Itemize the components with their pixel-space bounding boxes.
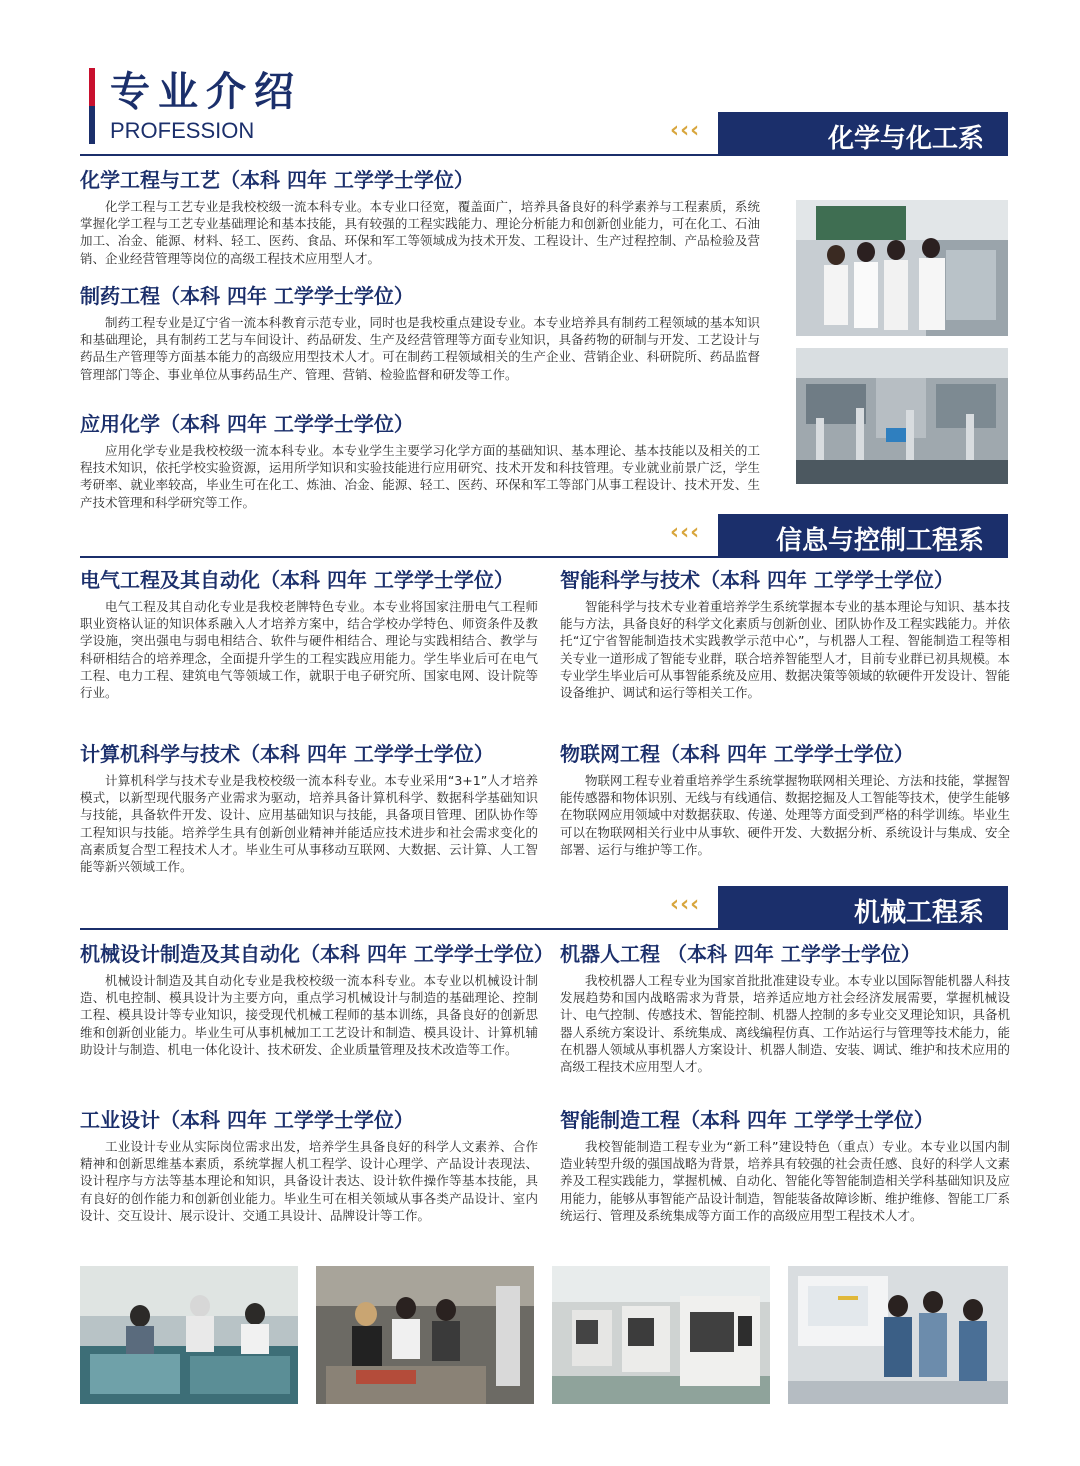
program-title: 电气工程及其自动化（本科 四年 工学学士学位） [80, 568, 514, 592]
program-title: 智能制造工程（本科 四年 工学学士学位） [560, 1108, 934, 1132]
program-description: 我校智能制造工程专业为“新工科”建设特色（重点）专业。本专业以国内制造业转型升级的强国战略为背景，培养具有较强的社会责任感、良好的科学人文素养及工程实践能力，掌握机械、自动化、智能化等智能制造相关学科基础知识及应用能力，能够从事智能产品设计制造，智能装备故障诊断、维护维修、智能工厂系统运行、管理及系统集成等方面工作的高级应用型工程技术人才。 [560, 1139, 1011, 1223]
program-title: 智能科学与技术（本科 四年 工学学士学位） [560, 568, 954, 592]
department-banner-mechanical [80, 886, 1008, 930]
program-description: 应用化学专业是我校校级一流本科专业。本专业学生主要学习化学方面的基础知识、基本理论、基本技能以及相关的工程技术知识，依托学校实验资源，运用所学知识和实验技能进行应用研究、技术开发和科技管理。专业就业前景广泛，学生考研率、就业率较高，毕业生可在化工、炼油、冶金、能源、轻工、医药、环保和军工等部门从事工程设计、技术开发、生产技术管理和科学研究等工作。 [80, 443, 760, 510]
lab-photo-equipment [796, 348, 1008, 484]
program-description: 工业设计专业从实际岗位需求出发，培养学生具备良好的科学人文素养、合作精神和创新思维基本素质，系统掌握人机工程学、设计心理学、产品设计表现法、设计程序与方法等基本理论和知识，具备设计表达、设计软件操作等基本技能，具有良好的创作能力和创新创业能力。毕业生可在相关领域从事各类产品设计、室内设计、交互设计、展示设计、交通工具设计、品牌设计等工作。 [80, 1139, 538, 1223]
program-title: 机器人工程 （本科 四年 工学学士学位） [560, 942, 921, 966]
program-description: 我校机器人工程专业为国家首批批准建设专业。本专业以国际智能机器人科技发展趋势和国内战略需求为背景，培养适应地方社会经济发展需要，掌握机械设计、电气控制、传感技术、智能控制、机器人控制的多专业交叉理论知识，具备机器人系统方案设计、系统集成、离线编程仿真、工作站运行与管理等技术能力，能在机器人领域从事机器人方案设计、机器人制造、安装、调试、维护和技术应用的高级工程技术应用型人才。 [560, 973, 1011, 1075]
divider-line [80, 154, 718, 156]
page-subtitle: PROFESSION [110, 118, 255, 143]
department-banner-chemistry [80, 112, 1008, 156]
photo-cnc-workshop [552, 1266, 770, 1404]
program-industrial-design [80, 1106, 538, 1224]
program-computer-science [80, 740, 538, 875]
department-name: 机械工程系 [853, 898, 984, 928]
program-title: 工业设计（本科 四年 工学学士学位） [80, 1108, 414, 1132]
program-title: 计算机科学与技术（本科 四年 工学学士学位） [80, 742, 494, 766]
chevron-left-icon: ‹‹‹ [670, 118, 701, 143]
program-chemical-engineering [80, 166, 760, 267]
program-description: 化学工程与工艺专业是我校校级一流本科专业。本专业口径宽，覆盖面广，培养具备良好的科学素养与工程素质，系统掌握化学工程与工艺专业基础理论和基本技能，具有较强的工程实践能力、理论分析能力和创新创业能力，可在化工、石油加工、冶金、能源、材料、轻工、医药、食品、环保和军工等领域成为技术开发、工程设计、生产过程控制、产品检验及营销、企业经营管理等岗位的高级工程技术应用型人才。 [80, 199, 760, 266]
program-title: 制药工程（本科 四年 工学学士学位） [80, 284, 414, 308]
department-name: 信息与控制工程系 [775, 526, 984, 556]
department-label-box [718, 886, 1008, 930]
program-intelligence-science [560, 566, 1010, 701]
program-applied-chemistry [80, 410, 760, 511]
header-accent-red [89, 68, 95, 106]
photo-robot-training [788, 1266, 1008, 1404]
program-description: 机械设计制造及其自动化专业是我校校级一流本科专业。本专业以机械设计制造、机电控制、模具设计为主要方向，重点学习机械设计与制造的基础理论、控制工程、模具设计等专业知识，接受现代机械工程师的基本训练，具备良好的创新思维和创新创业能力。毕业生可从事机械加工工艺设计和制造、模具设计、计算机辅助设计与制造、机电一体化设计、技术研发、企业质量管理及技术改造等工作。 [80, 973, 538, 1057]
program-robotics-engineering [560, 940, 1010, 1075]
lab-photo-students [796, 200, 1008, 336]
program-title: 机械设计制造及其自动化（本科 四年 工学学士学位） [80, 942, 554, 966]
program-description: 计算机科学与技术专业是我校校级一流本科专业。本专业采用“3+1”人才培养模式，以新型现代服务产业需求为驱动，培养具备计算机科学、数据科学基础知识与技能，具备软件开发、设计、应用基础知识与技能，具备项目管理、团队协作等工程知识与技能。培养学生具有创新创业精神并能适应技术进步和社会需求变化的高素质复合型工程技术人才。毕业生可从事移动互联网、大数据、云计算、人工智能等新兴领域工作。 [80, 773, 538, 875]
program-description: 物联网工程专业着重培养学生系统掌握物联网相关理论、方法和技能，掌握智能传感器和物体识别、无线与有线通信、数据挖掘及人工智能等技术，使学生能够在物联网应用领域中对数据获取、传递、处理等方面受到严格的科学训练。毕业生可以在物联网相关行业中从事软、硬件开发、大数据分析、系统设计与集成、安全部署、运行与维护等工作。 [560, 773, 1011, 857]
chevron-left-icon: ‹‹‹ [670, 520, 701, 545]
department-label-box [718, 112, 1008, 156]
program-intelligent-manufacturing [560, 1106, 1010, 1224]
department-name: 化学与化工系 [827, 124, 984, 154]
program-electrical-engineering [80, 566, 538, 701]
chevron-left-icon: ‹‹‹ [670, 892, 701, 917]
program-description: 制药工程专业是辽宁省一流本科教育示范专业，同时也是我校重点建设专业。本专业培养具有制药工程领域的基本知识和基础理论，具有制药工艺与车间设计、药品研发、生产及经营管理等方面专业知识，具备药物的研制与开发、工艺设计与药品生产管理等方面基本能力的高级应用型技术人才。可在制药工程领域相关的生产企业、营销企业、科研院所、药品监督管理部门等企、事业单位从事药品生产、管理、营销、检验监督和研发等工作。 [80, 315, 760, 382]
department-banner-information-control [80, 514, 1008, 558]
divider-line [80, 556, 718, 558]
program-description: 智能科学与技术专业着重培养学生系统掌握本专业的基本理论与知识、基本技能与方法，具备良好的科学文化素质与创新创业、团队协作及工程实践能力。并依托“辽宁省智能制造技术实践教学示范中心”，与机器人工程、智能制造工程等相关专业一道形成了智能专业群，联合培养智能型人才，目前专业群已初具规模。本专业学生毕业后可从事智能系统及应用、数据决策等领域的软硬件开发设计、智能设备维护、调试和运行等相关工作。 [560, 599, 1011, 701]
photo-robotics-lab [316, 1266, 534, 1404]
program-title: 化学工程与工艺（本科 四年 工学学士学位） [80, 168, 474, 192]
department-label-box [718, 514, 1008, 558]
photo-electrical-lab [80, 1266, 298, 1404]
program-title: 物联网工程（本科 四年 工学学士学位） [560, 742, 914, 766]
program-mechanical-design [80, 940, 554, 1058]
program-pharmaceutical-engineering [80, 282, 760, 383]
program-iot-engineering [560, 740, 1010, 858]
program-description: 电气工程及其自动化专业是我校老牌特色专业。本专业将国家注册电气工程师职业资格认证的知识体系融入人才培养方案中，结合学校办学特色、师资条件及教学设施，突出强电与弱电相结合、软件与硬件相结合、理论与实践相结合、教学与科研相结合的培养理念，全面提升学生的工程实践应用能力。学生毕业后可在电气工程、电力工程、建筑电气等领域工作，就职于电子研究所、国家电网、设计院等行业。 [80, 599, 538, 701]
page-title: 专业介绍 [110, 69, 302, 115]
program-title: 应用化学（本科 四年 工学学士学位） [80, 412, 414, 436]
divider-line [80, 928, 718, 930]
